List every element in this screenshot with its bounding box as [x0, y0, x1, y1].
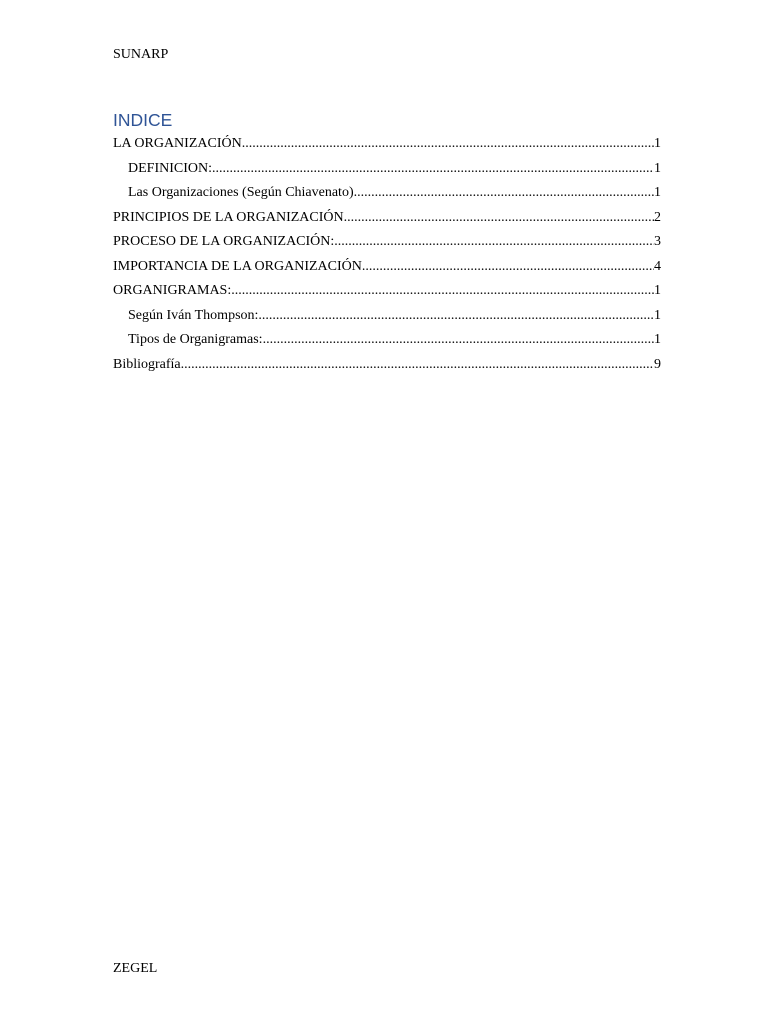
- toc-entry-text: LA ORGANIZACIÓN: [113, 136, 242, 151]
- toc-entry-bibliografia[interactable]: [113, 353, 661, 378]
- toc-dot-leader: [181, 353, 654, 378]
- toc-dot-leader: [212, 157, 654, 182]
- toc-entry-definicion[interactable]: [113, 157, 661, 182]
- toc-entry-text: Tipos de Organigramas:: [128, 332, 263, 347]
- toc-dot-leader: [334, 230, 654, 255]
- toc-entry-importancia[interactable]: [113, 255, 661, 280]
- toc-page-number: 2: [654, 209, 661, 225]
- toc-entry-text: Bibliografía: [113, 356, 181, 372]
- toc-dot-leader: [344, 206, 654, 231]
- toc-page-number: 9: [654, 356, 661, 372]
- toc-page-number: 4: [654, 258, 661, 274]
- toc-dot-leader: [263, 328, 654, 353]
- toc-entry-text: Según Iván Thompson:: [128, 307, 259, 323]
- toc-entry-principios[interactable]: [113, 206, 661, 231]
- toc-page-number: 1: [654, 136, 661, 151]
- toc-entry-las-organizaciones[interactable]: [113, 181, 661, 206]
- toc-entry-text: PROCESO DE LA ORGANIZACIÓN:: [113, 234, 335, 249]
- toc-entry-text: DEFINICION:: [128, 160, 212, 176]
- toc-entry-text: Las Organizaciones (Según Chiavenato): [128, 185, 354, 200]
- toc-entry-text: ORGANIGRAMAS:: [113, 283, 232, 298]
- toc-page-number: 1: [654, 185, 661, 200]
- toc-page-number: 3: [654, 234, 661, 249]
- toc-dot-leader: [354, 181, 654, 206]
- toc-page-number: 1: [654, 307, 661, 323]
- toc-entry-organigramas[interactable]: [113, 279, 661, 304]
- table-of-contents: [113, 132, 661, 377]
- page-header: SUNARP: [113, 47, 169, 62]
- toc-dot-leader: [362, 255, 654, 280]
- toc-title: INDICE: [113, 110, 173, 130]
- toc-page-number: 1: [654, 332, 661, 347]
- toc-dot-leader: [242, 132, 654, 157]
- toc-page-number: 1: [654, 160, 661, 176]
- toc-dot-leader: [231, 279, 654, 304]
- toc-entry-la-organizacion[interactable]: [113, 132, 661, 157]
- toc-entry-text: PRINCIPIOS DE LA ORGANIZACIÓN: [113, 209, 344, 225]
- toc-entry-segun-ivan-thompson[interactable]: [113, 304, 661, 329]
- toc-page-number: 1: [654, 283, 661, 298]
- toc-entry-proceso[interactable]: [113, 230, 661, 255]
- toc-entry-tipos-de-organigramas[interactable]: [113, 328, 661, 353]
- toc-dot-leader: [258, 304, 654, 329]
- toc-entry-text: IMPORTANCIA DE LA ORGANIZACIÓN: [113, 258, 362, 274]
- page-footer: ZEGEL: [113, 961, 158, 976]
